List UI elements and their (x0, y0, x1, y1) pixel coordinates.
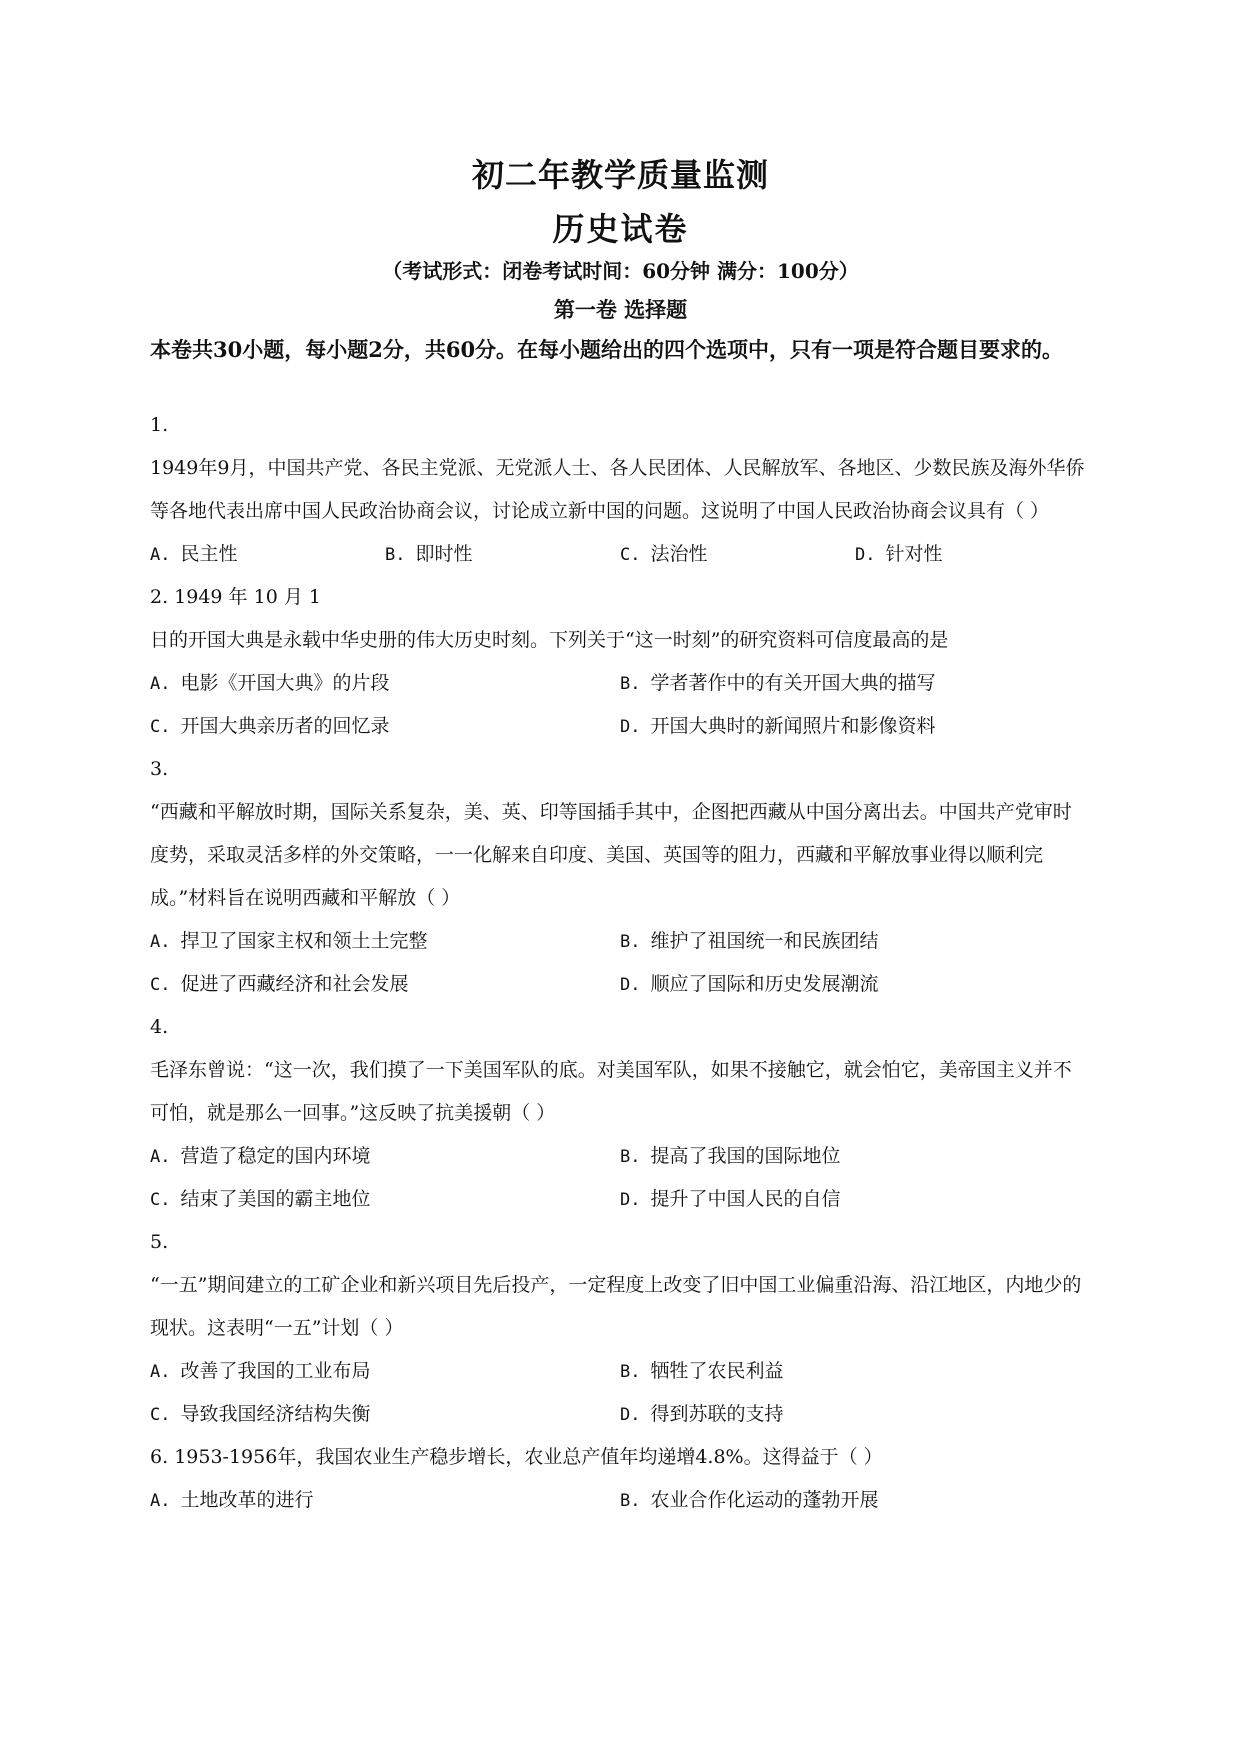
question-number: 1. (150, 414, 169, 436)
option-text: 牺牲了农民利益 (650, 1360, 784, 1382)
question-text-line (150, 1436, 1090, 1479)
option-label: A. (150, 932, 171, 952)
option-label: A. (150, 1362, 171, 1382)
option-label: A. (150, 545, 171, 565)
question-text: “西藏和平解放时期，国际关系复杂，美、英、印等国插手其中，企图把西藏从中国分离出去。中国共产党审时度势，采取灵活多样的外交策略，一一化解来自印度、美国、英国等的阻力，西藏和平解放事业得以顺利完成。”材料旨在说明西藏和平解放（ ） (150, 801, 1072, 909)
option-text: 结束了美国的霸主地位 (180, 1188, 371, 1210)
option-d (620, 705, 1090, 748)
option-text: 开国大典亲历者的回忆录 (180, 715, 390, 737)
option-label: C. (620, 545, 641, 565)
options-row (150, 1479, 1090, 1522)
option-text: 土地改革的进行 (180, 1489, 314, 1511)
option-text: 即时性 (415, 543, 473, 565)
option-label: B. (385, 545, 406, 565)
option-label: A. (150, 1491, 171, 1511)
options-row (150, 1135, 1090, 1178)
question-2 (150, 576, 1090, 748)
option-label: B. (620, 1147, 641, 1167)
options-row (150, 705, 1090, 748)
question-list (150, 404, 1090, 1522)
option-label: B. (620, 932, 641, 952)
option-d (855, 533, 1090, 576)
option-a (150, 533, 385, 576)
option-label: B. (620, 674, 641, 694)
option-label: B. (620, 1491, 641, 1511)
question-text: 1953-1956年，我国农业生产稳步增长，农业总产值年均递增4.8%。这得益于（ ） (174, 1446, 883, 1468)
question-number: 3. (150, 758, 169, 780)
option-a (150, 1479, 620, 1522)
question-number: 4. (150, 1016, 169, 1038)
option-label: B. (620, 1362, 641, 1382)
option-label: C. (150, 1190, 171, 1210)
option-label: C. (150, 1405, 171, 1425)
option-c (150, 705, 620, 748)
option-text: 顺应了国际和历史发展潮流 (650, 973, 879, 995)
option-text: 营造了稳定的国内环境 (180, 1145, 371, 1167)
option-c (150, 1178, 620, 1221)
option-text: 改善了我国的工业布局 (180, 1360, 371, 1382)
question-4 (150, 1006, 1090, 1221)
option-d (620, 1393, 1090, 1436)
question-number: 2. 1949 年 10 月 1 (150, 586, 321, 608)
option-text: 提升了中国人民的自信 (650, 1188, 841, 1210)
option-b (620, 1135, 1090, 1178)
options-row (150, 1178, 1090, 1221)
question-text: “一五”期间建立的工矿企业和新兴项目先后投产，一定程度上改变了旧中国工业偏重沿海、沿江地区，内地少的现状。这表明“一五”计划（ ） (150, 1274, 1082, 1339)
option-a (150, 1135, 620, 1178)
option-text: 民主性 (180, 543, 238, 565)
option-a (150, 662, 620, 705)
option-label: D. (620, 1405, 641, 1425)
instructions: 本卷共30小题，每小题2分，共60分。在每小题给出的四个选项中，只有一项是符合题目要求的。 (150, 337, 1064, 362)
exam-info: （考试形式：闭卷考试时间：60分钟 满分：100分） (382, 259, 859, 283)
exam-title: 初二年教学质量监测 (471, 156, 769, 194)
exam-subtitle: 历史试卷 (552, 210, 689, 248)
option-c (620, 533, 855, 576)
options-row (150, 963, 1090, 1006)
option-label: D. (620, 1190, 641, 1210)
option-label: A. (150, 674, 171, 694)
question-number: 6. (150, 1446, 169, 1468)
question-3 (150, 748, 1090, 1006)
option-b (620, 1350, 1090, 1393)
option-a (150, 920, 620, 963)
options-row (150, 662, 1090, 705)
question-text: 日的开国大典是永载中华史册的伟大历史时刻。下列关于“这一时刻”的研究资料可信度最高的是 (150, 629, 949, 651)
option-text: 促进了西藏经济和社会发展 (180, 973, 409, 995)
option-text: 电影《开国大典》的片段 (180, 672, 390, 694)
option-c (150, 1393, 620, 1436)
option-text: 维护了祖国统一和民族团结 (650, 930, 879, 952)
question-5 (150, 1221, 1090, 1436)
options-row (150, 920, 1090, 963)
options-row (150, 1393, 1090, 1436)
option-label: D. (620, 717, 641, 737)
option-text: 法治性 (650, 543, 708, 565)
option-text: 开国大典时的新闻照片和影像资料 (650, 715, 936, 737)
option-a (150, 1350, 620, 1393)
option-text: 提高了我国的国际地位 (650, 1145, 841, 1167)
question-6 (150, 1436, 1090, 1522)
option-label: C. (150, 717, 171, 737)
question-1 (150, 404, 1090, 576)
option-label: D. (620, 975, 641, 995)
option-d (620, 1178, 1090, 1221)
options-row (150, 1350, 1090, 1393)
question-text: 毛泽东曾说：“这一次，我们摸了一下美国军队的底。对美国军队，如果不接触它，就会怕它，美帝国主义并不可怕，就是那么一回事。”这反映了抗美援朝（ ） (150, 1059, 1072, 1124)
option-text: 捍卫了国家主权和领土土完整 (180, 930, 428, 952)
option-d (620, 963, 1090, 1006)
option-b (620, 1479, 1090, 1522)
option-text: 导致我国经济结构失衡 (180, 1403, 371, 1425)
option-text: 得到苏联的支持 (650, 1403, 784, 1425)
question-number: 5. (150, 1231, 169, 1253)
section-title: 第一卷 选择题 (553, 297, 688, 322)
option-text: 学者著作中的有关开国大典的描写 (650, 672, 936, 694)
options-row (150, 533, 1090, 576)
option-text: 针对性 (885, 543, 943, 565)
option-label: A. (150, 1147, 171, 1167)
question-text: 1949年9月，中国共产党、各民主党派、无党派人士、各人民团体、人民解放军、各地区、少数民族及海外华侨等各地代表出席中国人民政治协商会议，讨论成立新中国的问题。这说明了中国人民政治协商会议具有（ ） (150, 457, 1085, 522)
option-b (620, 662, 1090, 705)
option-label: C. (150, 975, 171, 995)
option-b (385, 533, 620, 576)
option-text: 农业合作化运动的蓬勃开展 (650, 1489, 879, 1511)
option-c (150, 963, 620, 1006)
option-b (620, 920, 1090, 963)
option-label: D. (855, 545, 876, 565)
